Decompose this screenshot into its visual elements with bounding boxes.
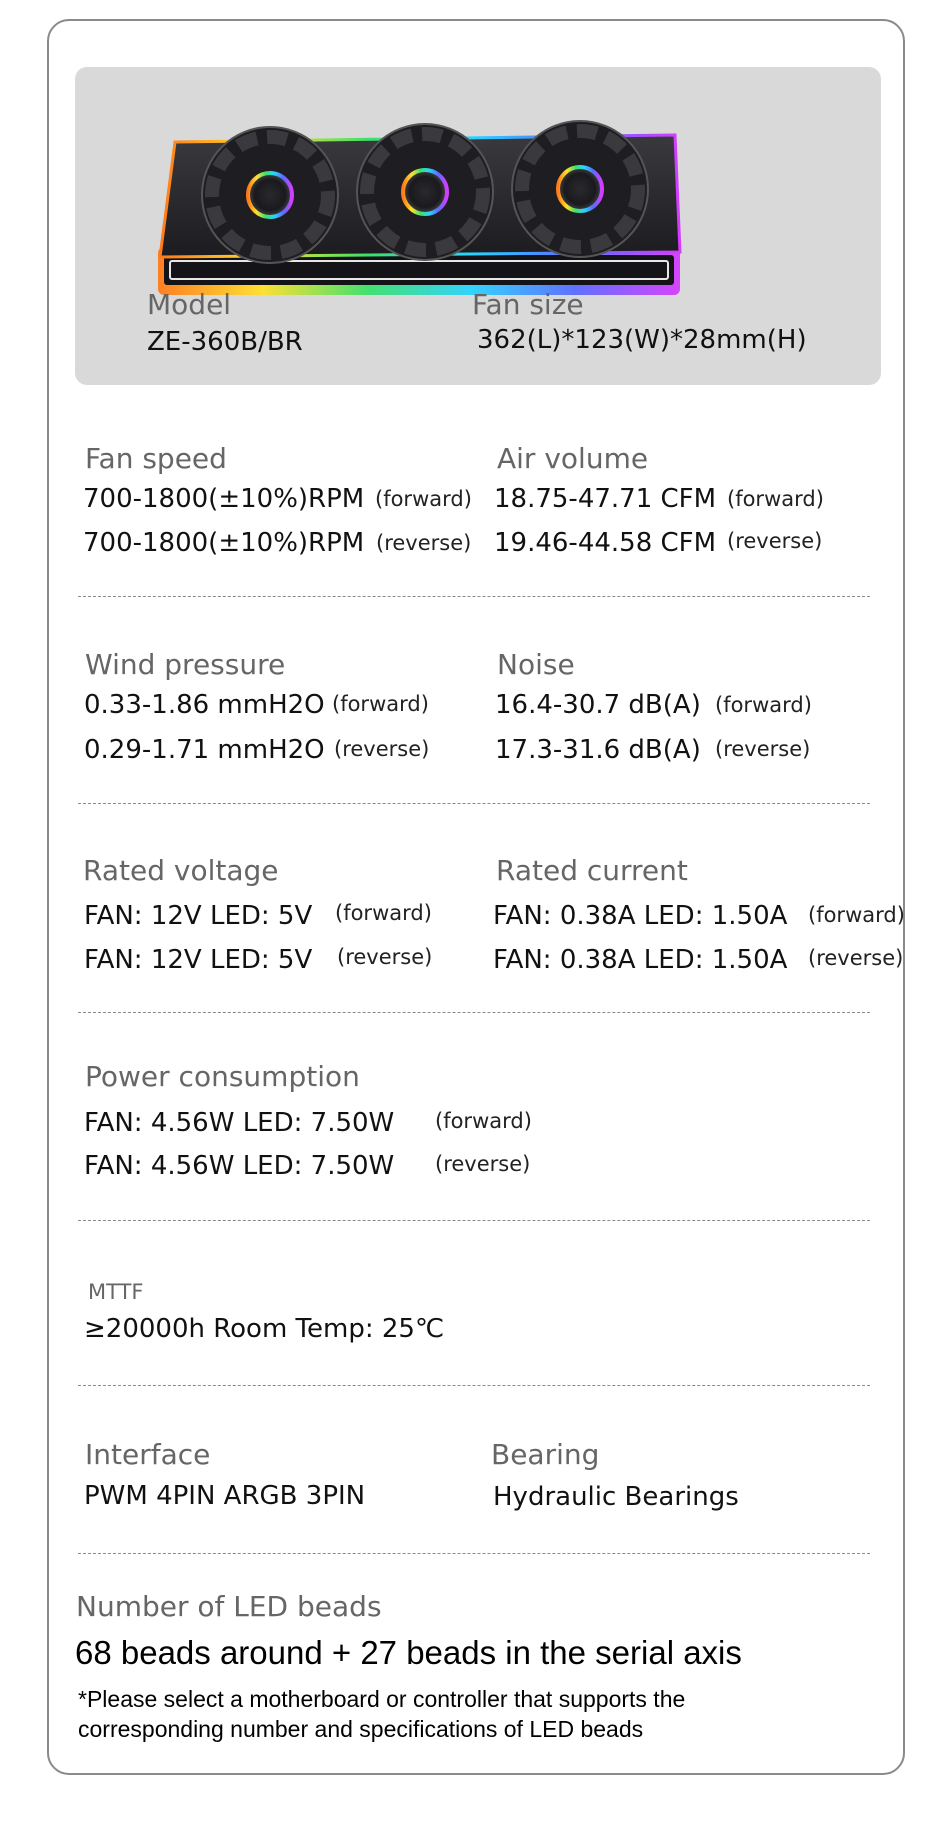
divider [78, 803, 870, 804]
mttf-value: ≥20000h Room Temp: 25℃ [84, 1314, 445, 1344]
air-volume-reverse-value: 19.46-44.58 CFM [494, 528, 717, 558]
rated-current-forward-note: (forward) [808, 903, 905, 927]
air-volume-reverse-note: (reverse) [727, 529, 823, 553]
fan-speed-reverse-note: (reverse) [376, 531, 472, 555]
bearing-value: Hydraulic Bearings [493, 1482, 739, 1512]
rated-current-label: Rated current [496, 854, 688, 887]
fan-speed-label: Fan speed [85, 442, 227, 475]
fan-speed-forward-value: 700-1800(±10%)RPM [83, 484, 365, 514]
model-label: Model [147, 288, 232, 321]
led-note-line-1: *Please select a motherboard or controller that supports the [78, 1686, 686, 1712]
mttf-label: MTTF [88, 1280, 144, 1304]
power-reverse-note: (reverse) [435, 1152, 531, 1176]
fan-1-icon [202, 127, 338, 263]
fan-size-label: Fan size [472, 288, 584, 321]
rated-current-forward-value: FAN: 0.38A LED: 1.50A [493, 901, 788, 931]
fan-2-icon [357, 124, 493, 260]
power-forward-note: (forward) [435, 1109, 532, 1133]
wind-pressure-reverse-value: 0.29-1.71 mmH2O [84, 735, 325, 765]
divider [78, 596, 870, 597]
power-consumption-label: Power consumption [85, 1060, 360, 1093]
rated-voltage-forward-note: (forward) [335, 901, 432, 925]
noise-reverse-note: (reverse) [715, 737, 811, 761]
wind-pressure-reverse-note: (reverse) [334, 737, 430, 761]
divider [78, 1553, 870, 1554]
rated-voltage-reverse-value: FAN: 12V LED: 5V [84, 945, 313, 975]
led-beads-label: Number of LED beads [76, 1590, 382, 1623]
wind-pressure-label: Wind pressure [85, 648, 286, 681]
air-volume-label: Air volume [497, 442, 649, 475]
fan-size-value: 362(L)*123(W)*28mm(H) [477, 325, 807, 355]
air-volume-forward-note: (forward) [727, 487, 824, 511]
power-forward-value: FAN: 4.56W LED: 7.50W [84, 1108, 395, 1138]
rated-current-reverse-note: (reverse) [808, 946, 904, 970]
bearing-label: Bearing [491, 1438, 600, 1471]
noise-reverse-value: 17.3-31.6 dB(A) [495, 735, 701, 765]
interface-label: Interface [85, 1438, 211, 1471]
air-volume-forward-value: 18.75-47.71 CFM [494, 484, 717, 514]
rated-voltage-reverse-note: (reverse) [337, 945, 433, 969]
noise-forward-note: (forward) [715, 693, 812, 717]
wind-pressure-forward-note: (forward) [332, 692, 429, 716]
fan-speed-forward-note: (forward) [375, 487, 472, 511]
power-reverse-value: FAN: 4.56W LED: 7.50W [84, 1151, 395, 1181]
divider [78, 1012, 870, 1013]
model-value: ZE-360B/BR [147, 327, 303, 357]
rated-voltage-label: Rated voltage [83, 854, 279, 887]
interface-value: PWM 4PIN ARGB 3PIN [84, 1481, 366, 1511]
fan-speed-reverse-value: 700-1800(±10%)RPM [83, 528, 365, 558]
divider [78, 1385, 870, 1386]
wind-pressure-forward-value: 0.33-1.86 mmH2O [84, 690, 325, 720]
led-note-line-2: corresponding number and specifications of LED beads [78, 1716, 644, 1742]
led-beads-value: 68 beads around + 27 beads in the serial axis [75, 1634, 742, 1671]
fan-3-icon [512, 121, 648, 257]
noise-label: Noise [497, 648, 575, 681]
divider [78, 1220, 870, 1221]
rated-voltage-forward-value: FAN: 12V LED: 5V [84, 901, 313, 931]
rated-current-reverse-value: FAN: 0.38A LED: 1.50A [493, 945, 788, 975]
noise-forward-value: 16.4-30.7 dB(A) [495, 690, 701, 720]
